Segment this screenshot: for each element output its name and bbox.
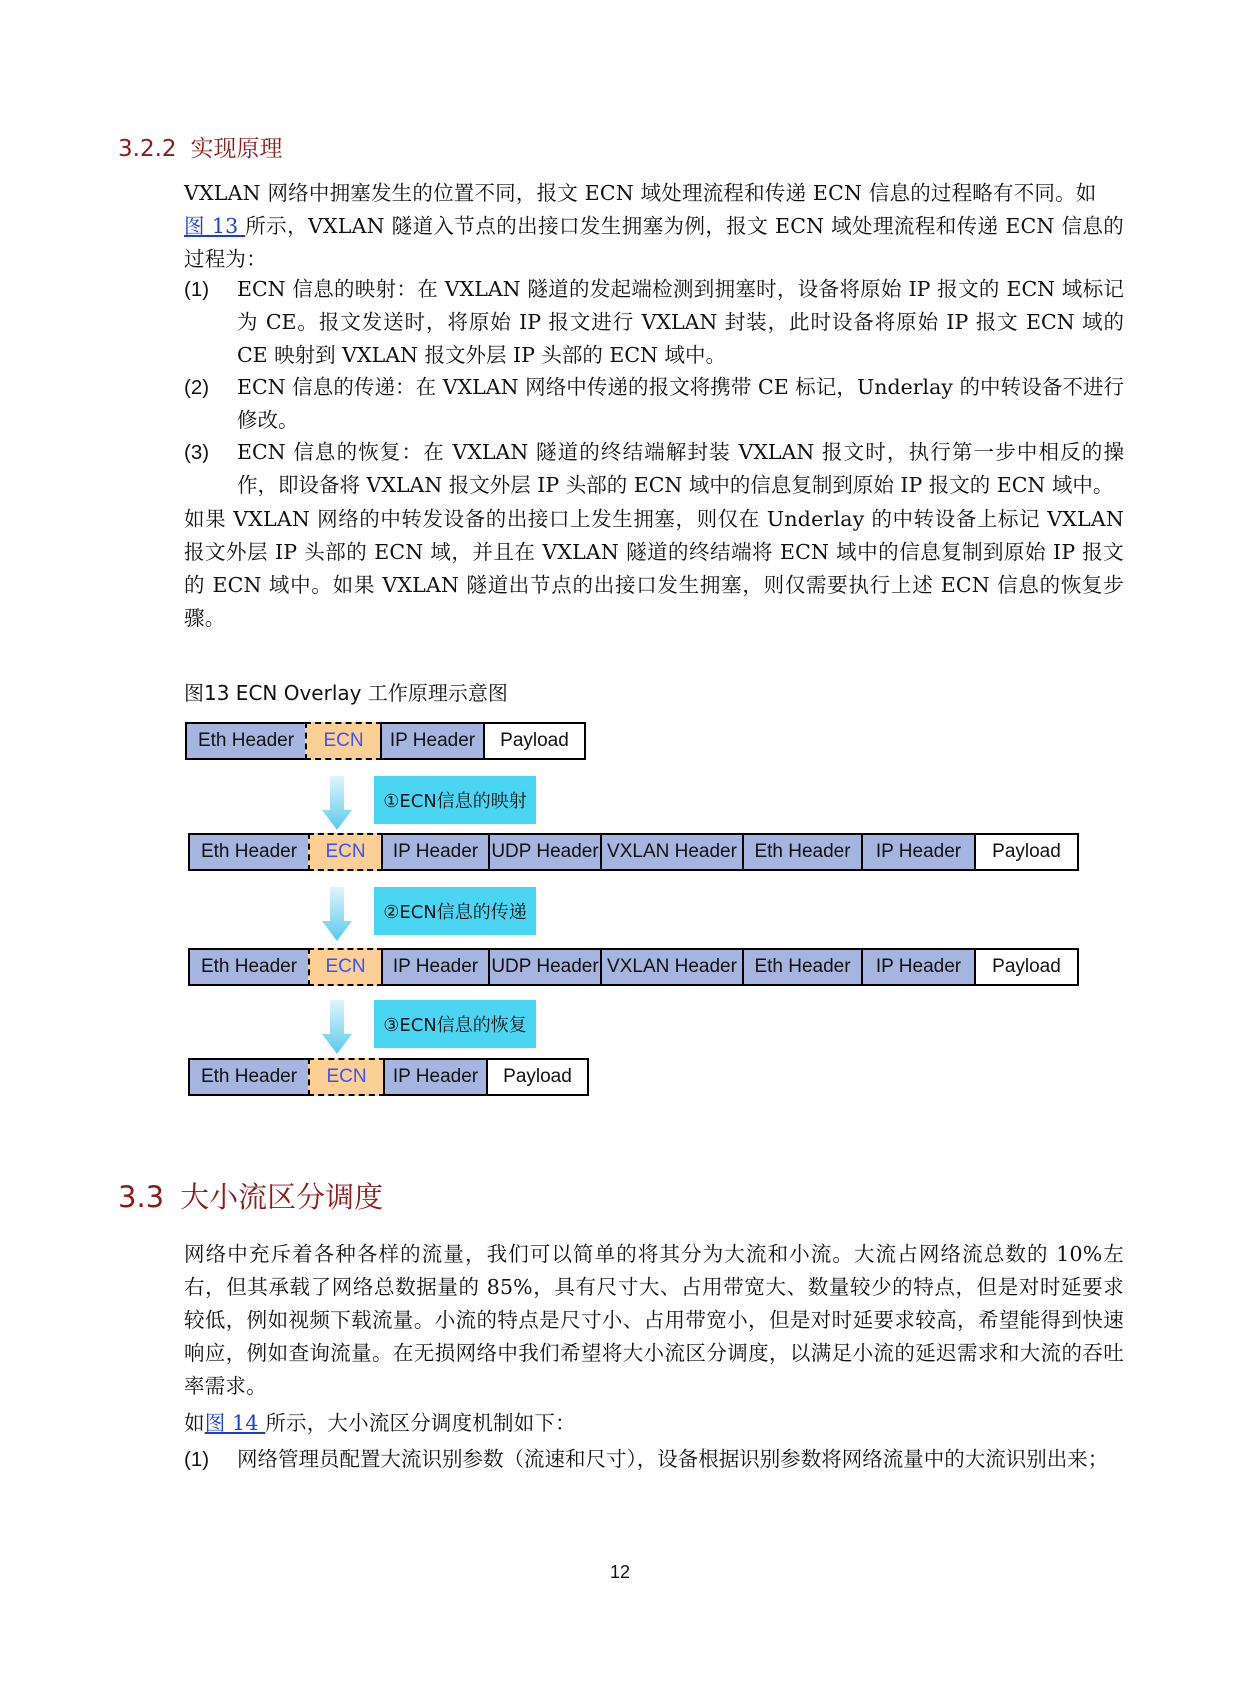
ip-header-cell: IP Header (381, 833, 490, 871)
section-heading-3-2-2 (118, 130, 283, 163)
list-item (184, 1443, 1124, 1476)
down-arrow-icon (322, 776, 352, 830)
packet-row-original (185, 722, 586, 760)
udp-header-cell: UDP Header (488, 948, 602, 986)
list-item-text: 网络管理员配置大流识别参数（流速和尺寸），设备根据识别参数将网络流量中的大流识别出来； (237, 1447, 1109, 1471)
list-item-text: ECN 信息的映射：在 VXLAN 隧道的发起端检测到拥塞时，设备将原始 IP 报文的 ECN 域标记为 CE。报文发送时，将原始 IP 报文进行 VXLAN 封装，此时设备将原始 IP 报文 ECN 域的 CE 映射到 VXLAN 报文外层 IP 头部的 ECN 域中。 (237, 277, 1124, 367)
eth-header-cell: Eth Header (188, 833, 310, 871)
down-arrow-icon (322, 1000, 352, 1054)
eth-header-cell: Eth Header (742, 948, 863, 986)
list-item (184, 273, 1124, 372)
ecn-cell: ECN (308, 1058, 385, 1096)
section-title: 实现原理 (190, 136, 283, 162)
section-heading-3-3 (118, 1175, 383, 1216)
packet-row-restored (188, 1058, 589, 1096)
section-3-3-paragraph: 网络中充斥着各种各样的流量，我们可以简单的将其分为大流和小流。大流占网络流总数的 10%左右，但其承载了网络总数据量的 85%，具有尺寸大、占用带宽大、数量较少的特点，但是对时延要求较低，例如视频下载流量。小流的特点是尺寸小、占用带宽小，但是对时延要求较高，希望能得到快速响应，例如查询流量。在无损网络中我们希望将大小流区分调度，以满足小流的延迟需求和大流的吞吐率需求。 (184, 1242, 1124, 1398)
figure-14-link[interactable]: 图 14 (204, 1411, 266, 1435)
payload-cell: Payload (974, 833, 1079, 871)
list-item (184, 436, 1124, 502)
ip-header-cell: IP Header (861, 833, 976, 871)
ip-header-cell: IP Header (380, 722, 485, 760)
after-list-paragraph: 如果 VXLAN 网络的中转发设备的出接口上发生拥塞，则仅在 Underlay 的中转设备上标记 VXLAN 报文外层 IP 头部的 ECN 域，并且在 VXLAN 隧道的终结端将 ECN 域中的信息复制到原始 IP 报文的 ECN 域中。如果 VXLAN 隧道出节点的出接口发生拥塞，则仅需要执行上述 ECN 信息的恢复步骤。 (184, 507, 1124, 630)
packet-row-vxlan-2 (188, 948, 1079, 986)
list-item-number: (3) (184, 441, 210, 464)
step-label-recovery: ③ECN信息的恢复 (374, 1000, 536, 1048)
payload-cell: Payload (974, 948, 1079, 986)
ecn-cell: ECN (305, 722, 382, 760)
list-item-text: ECN 信息的传递：在 VXLAN 网络中传递的报文将携带 CE 标记，Underlay 的中转设备不进行修改。 (237, 375, 1124, 432)
step-label-mapping: ①ECN信息的映射 (374, 776, 536, 824)
list-item-number: (1) (184, 278, 210, 301)
list-item-number: (2) (184, 376, 210, 399)
down-arrow-icon (322, 887, 352, 941)
figure-13-caption: 图13 ECN Overlay 工作原理示意图 (184, 681, 508, 705)
list-item-number: (1) (184, 1448, 210, 1471)
ecn-cell: ECN (308, 833, 383, 871)
eth-header-cell: Eth Header (188, 1058, 310, 1096)
intro-paragraph (184, 177, 1124, 276)
fig14-text-pre: 如 (184, 1411, 205, 1435)
packet-row-vxlan-1 (188, 833, 1079, 871)
page-number: 12 (609, 1562, 631, 1582)
eth-header-cell: Eth Header (742, 833, 863, 871)
figure-14-reference-paragraph (184, 1407, 1124, 1440)
fig14-text-post: 所示，大小流区分调度机制如下： (265, 1411, 576, 1435)
vxlan-header-cell: VXLAN Header (600, 833, 744, 871)
ip-header-cell: IP Header (381, 948, 490, 986)
eth-header-cell: Eth Header (185, 722, 307, 760)
section-number: 3.3 (118, 1180, 165, 1214)
list-item (184, 371, 1124, 437)
payload-cell: Payload (486, 1058, 589, 1096)
figure-13-link[interactable]: 图 13 (184, 214, 246, 238)
step-label-transfer: ②ECN信息的传递 (374, 887, 536, 935)
ecn-cell: ECN (308, 948, 383, 986)
udp-header-cell: UDP Header (488, 833, 602, 871)
payload-cell: Payload (483, 722, 586, 760)
vxlan-header-cell: VXLAN Header (600, 948, 744, 986)
ip-header-cell: IP Header (861, 948, 976, 986)
list-item-text: ECN 信息的恢复：在 VXLAN 隧道的终结端解封装 VXLAN 报文时，执行第一步中相反的操作，即设备将 VXLAN 报文外层 IP 头部的 ECN 域中的信息复制到原始 IP 报文的 ECN 域中。 (237, 440, 1124, 497)
intro-text-post: 所示，VXLAN 隧道入节点的出接口发生拥塞为例，报文 ECN 域处理流程和传递 ECN 信息的过程为： (184, 214, 1125, 271)
intro-text-pre: VXLAN 网络中拥塞发生的位置不同，报文 ECN 域处理流程和传递 ECN 信息的过程略有不同。如 (184, 181, 1097, 205)
eth-header-cell: Eth Header (188, 948, 310, 986)
section-number: 3.2.2 (118, 136, 177, 162)
section-title: 大小流区分调度 (180, 1180, 384, 1214)
ip-header-cell: IP Header (383, 1058, 488, 1096)
